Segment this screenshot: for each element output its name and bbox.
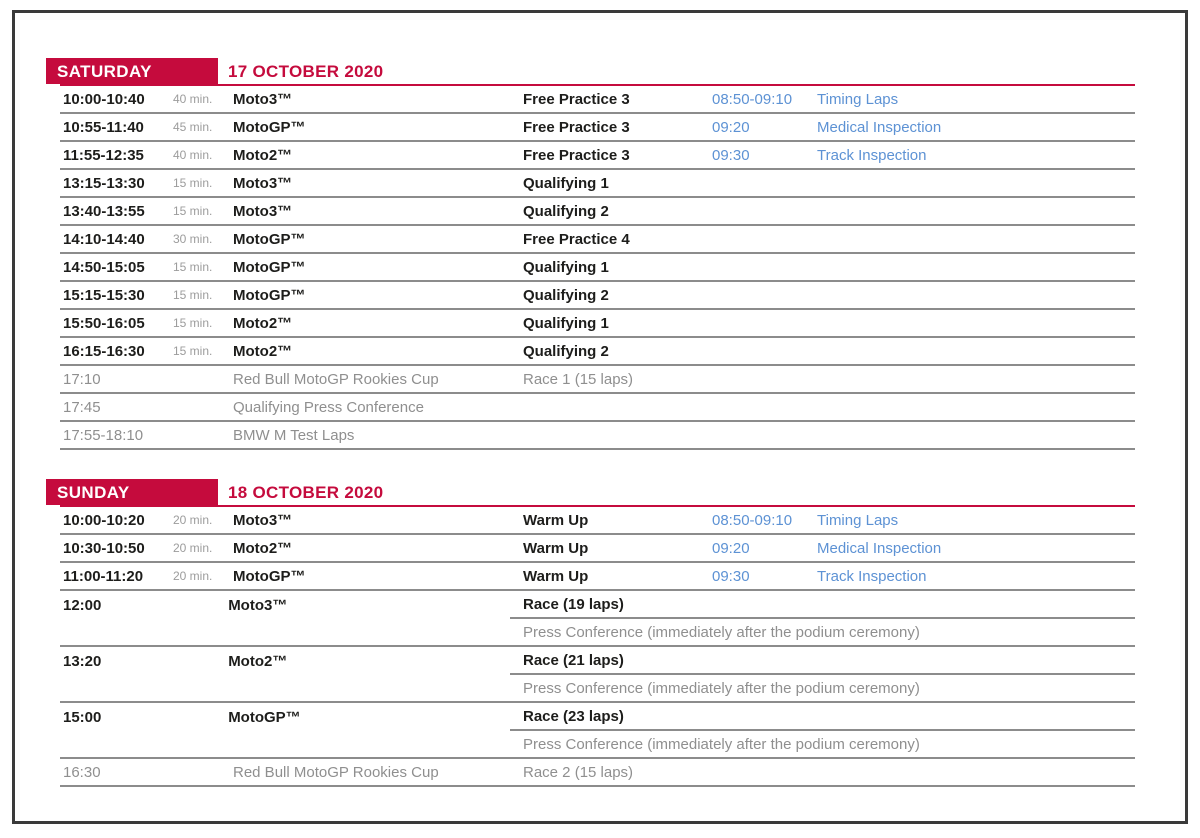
row-time: 10:00-10:40 (63, 90, 145, 108)
sunday-date: 18 OCTOBER 2020 (228, 483, 384, 502)
row-event: Warm Up (523, 539, 589, 557)
row-time: 14:10-14:40 (63, 230, 145, 248)
schedule-row (60, 591, 1135, 619)
row-time: 17:45 (63, 398, 101, 416)
schedule-row (60, 86, 1135, 114)
row-class: MotoGP™ (228, 708, 301, 726)
row-class: BMW M Test Laps (233, 426, 355, 444)
row-duration: 15 min. (173, 288, 213, 302)
row-time: 17:55-18:10 (63, 426, 144, 444)
row-event: Warm Up (523, 567, 589, 585)
schedule-row (60, 507, 1135, 535)
saturday-date: 17 OCTOBER 2020 (228, 62, 384, 81)
row-time: 13:40-13:55 (63, 202, 145, 220)
row-extra-label: Medical Inspection (817, 539, 942, 557)
row-duration: 20 min. (173, 569, 213, 583)
row-extra-time: 08:50-09:10 (712, 511, 793, 529)
schedule-content (57, 13, 1135, 787)
row-duration: 15 min. (173, 344, 213, 358)
row-time: 10:00-10:20 (63, 511, 145, 529)
row-class: Moto2™ (233, 314, 293, 332)
row-extra-label: Timing Laps (817, 90, 899, 108)
row-time: 10:30-10:50 (63, 539, 145, 557)
row-extra-label: Track Inspection (817, 567, 927, 585)
row-event: Qualifying 2 (523, 286, 609, 304)
row-duration: 15 min. (173, 260, 213, 274)
row-time: 14:50-15:05 (63, 258, 145, 276)
saturday-day-label: SATURDAY (46, 58, 218, 84)
row-class: Moto3™ (233, 174, 293, 192)
schedule-row (60, 394, 1135, 422)
schedule-row (60, 647, 1135, 675)
race-row-right (510, 591, 1135, 619)
row-duration: 15 min. (173, 316, 213, 330)
press-conference-row: Press Conference (immediately after the podium ceremony) (60, 675, 1135, 703)
sunday-rows (60, 507, 1135, 787)
row-duration: 40 min. (173, 92, 213, 106)
row-event: Race 2 (15 laps) (523, 763, 634, 781)
row-time: 15:50-16:05 (63, 314, 145, 332)
row-extra-label: Track Inspection (817, 146, 927, 164)
row-class: Moto2™ (233, 146, 293, 164)
schedule-row (60, 563, 1135, 591)
press-conference-row: Press Conference (immediately after the podium ceremony) (60, 619, 1135, 647)
press-conference-row: Press Conference (immediately after the podium ceremony) (60, 731, 1135, 759)
row-extra-time: 09:30 (712, 567, 750, 585)
row-event: Qualifying 2 (523, 342, 609, 360)
row-time: 17:10 (63, 370, 101, 388)
schedule-row (60, 254, 1135, 282)
row-class: Moto2™ (233, 539, 293, 557)
schedule-row (60, 759, 1135, 787)
row-extra-time: 09:20 (712, 539, 750, 557)
row-event: Race 1 (15 laps) (523, 370, 634, 388)
row-class: Moto3™ (233, 90, 293, 108)
row-event: Qualifying 2 (523, 202, 609, 220)
row-class: MotoGP™ (233, 230, 306, 248)
row-time: 16:15-16:30 (63, 342, 145, 360)
row-time: 13:15-13:30 (63, 174, 145, 192)
row-duration: 15 min. (173, 204, 213, 218)
sunday-header (57, 479, 1135, 507)
row-event: Race (21 laps) (523, 651, 624, 669)
row-time: 15:15-15:30 (63, 286, 145, 304)
row-event: Free Practice 3 (523, 118, 630, 136)
saturday-header (57, 58, 1135, 86)
row-event: Qualifying 1 (523, 314, 609, 332)
schedule-row (60, 142, 1135, 170)
row-class: MotoGP™ (233, 118, 306, 136)
race-row-left (60, 703, 510, 731)
row-duration: 30 min. (173, 232, 213, 246)
schedule-row (60, 226, 1135, 254)
row-time: 10:55-11:40 (63, 118, 144, 136)
row-event: Qualifying 1 (523, 174, 609, 192)
row-duration: 40 min. (173, 148, 213, 162)
schedule-row (60, 535, 1135, 563)
row-event: Free Practice 4 (523, 230, 630, 248)
row-extra-label: Timing Laps (817, 511, 899, 529)
schedule-row (60, 366, 1135, 394)
row-time: 11:00-11:20 (63, 567, 144, 585)
schedule-row (60, 198, 1135, 226)
row-class: Moto2™ (233, 342, 293, 360)
row-class: Moto3™ (233, 511, 293, 529)
schedule-row (60, 703, 1135, 731)
schedule-row (60, 310, 1135, 338)
row-extra-label: Medical Inspection (817, 118, 942, 136)
row-class: Red Bull MotoGP Rookies Cup (233, 763, 439, 781)
row-duration: 20 min. (173, 541, 213, 555)
race-row-right (510, 647, 1135, 675)
row-duration: 20 min. (173, 513, 213, 527)
row-event: Warm Up (523, 511, 589, 529)
schedule-row (60, 338, 1135, 366)
row-class: Moto3™ (233, 202, 293, 220)
row-class: Moto3™ (228, 596, 288, 614)
schedule-row (60, 282, 1135, 310)
row-class: MotoGP™ (233, 258, 306, 276)
row-duration: 15 min. (173, 176, 213, 190)
row-class: Red Bull MotoGP Rookies Cup (233, 370, 439, 388)
row-duration: 45 min. (173, 120, 213, 134)
row-class: MotoGP™ (233, 286, 306, 304)
race-row-left (60, 591, 510, 619)
row-event: Race (23 laps) (523, 707, 624, 725)
row-time: 11:55-12:35 (63, 146, 144, 164)
schedule-row (60, 422, 1135, 450)
row-event: Qualifying 1 (523, 258, 609, 276)
row-class: Qualifying Press Conference (233, 398, 424, 416)
row-event: Free Practice 3 (523, 90, 630, 108)
row-time: 12:00 (63, 596, 102, 614)
row-extra-time: 09:30 (712, 146, 750, 164)
row-class: Moto2™ (228, 652, 288, 670)
row-extra-time: 08:50-09:10 (712, 90, 793, 108)
sunday-day-label: SUNDAY (46, 479, 218, 505)
row-extra-time: 09:20 (712, 118, 750, 136)
saturday-rows (60, 86, 1135, 450)
row-time: 13:20 (63, 652, 102, 670)
schedule-row (60, 114, 1135, 142)
race-row-right (510, 703, 1135, 731)
row-class: MotoGP™ (233, 567, 306, 585)
schedule-row (60, 170, 1135, 198)
race-row-left (60, 647, 510, 675)
row-time: 16:30 (63, 763, 101, 781)
row-event: Race (19 laps) (523, 595, 624, 613)
row-time: 15:00 (63, 708, 102, 726)
row-event: Free Practice 3 (523, 146, 630, 164)
